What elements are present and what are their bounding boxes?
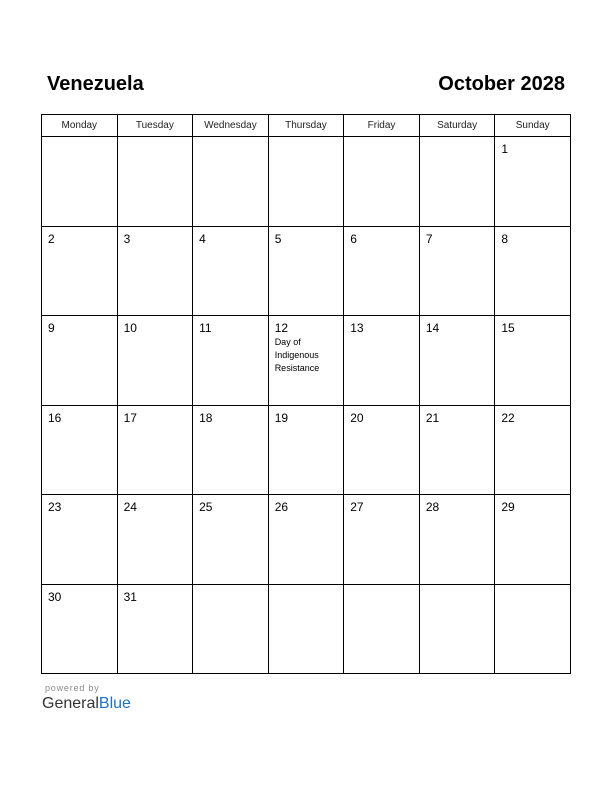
- weekday-sunday: Sunday: [495, 115, 571, 137]
- day-number: 28: [425, 500, 440, 514]
- day-cell: [495, 495, 571, 585]
- day-number: 18: [199, 410, 213, 425]
- day-number: 19: [274, 410, 289, 425]
- day-number: 4: [199, 231, 206, 246]
- day-number: 23: [48, 500, 62, 514]
- day-cell: [419, 316, 495, 406]
- week-row: [42, 137, 571, 227]
- day-cell: [419, 405, 495, 495]
- day-number: 16: [48, 410, 62, 425]
- day-cell: [42, 405, 118, 495]
- day-cell: [193, 226, 269, 316]
- generalblue-logo[interactable]: [42, 694, 131, 714]
- weekday-header-row: [42, 115, 571, 137]
- day-cell: [193, 495, 269, 585]
- day-number: 31: [123, 589, 137, 604]
- day-number: 7: [425, 231, 433, 246]
- weekday-friday: Friday: [344, 115, 420, 137]
- day-number: 9: [48, 321, 55, 335]
- weekday-wednesday: Wednesday: [193, 115, 269, 137]
- day-cell: [193, 405, 269, 495]
- powered-by-label: powered by: [45, 683, 100, 693]
- day-cell: [419, 137, 495, 227]
- calendar-grid: [41, 114, 571, 674]
- day-cell: [495, 226, 571, 316]
- day-number: 10: [123, 321, 137, 335]
- day-cell: [117, 405, 193, 495]
- day-number: 14: [425, 321, 440, 335]
- day-cell: [419, 226, 495, 316]
- day-number: 24: [123, 500, 137, 514]
- day-cell: [117, 226, 193, 316]
- day-number: 12: [274, 321, 289, 335]
- day-cell: [419, 584, 495, 674]
- day-number: 17: [123, 410, 137, 425]
- day-cell: [495, 584, 571, 674]
- brand-general: General: [42, 695, 99, 712]
- day-cell: [268, 584, 344, 674]
- day-cell: [495, 316, 571, 406]
- weekday-tuesday: Tuesday: [117, 115, 193, 137]
- day-cell: [344, 226, 420, 316]
- day-cell: [344, 584, 420, 674]
- day-number: 30: [48, 589, 62, 604]
- day-cell: [344, 405, 420, 495]
- week-row: [42, 226, 571, 316]
- day-cell: [495, 405, 571, 495]
- month-year-title: October 2028: [438, 73, 565, 95]
- day-cell: [268, 137, 344, 227]
- day-cell: [495, 137, 571, 227]
- day-number: 27: [350, 500, 364, 514]
- holiday-label: Day of Indigenous Resistance: [274, 337, 320, 373]
- day-cell: [419, 495, 495, 585]
- day-cell: [344, 137, 420, 227]
- day-number: 6: [350, 231, 357, 246]
- day-cell: [117, 584, 193, 674]
- day-number: 26: [274, 500, 289, 514]
- weekday-saturday: Saturday: [419, 115, 495, 137]
- day-number: 29: [501, 500, 515, 514]
- day-cell: [117, 316, 193, 406]
- weekday-thursday: Thursday: [268, 115, 344, 137]
- day-cell: [344, 316, 420, 406]
- day-number: 20: [350, 410, 364, 425]
- day-cell: [268, 316, 344, 406]
- day-number: 15: [501, 321, 515, 335]
- day-number: 21: [425, 410, 440, 425]
- day-cell: [193, 137, 269, 227]
- brand-blue: Blue: [98, 695, 131, 712]
- day-cell: [117, 137, 193, 227]
- day-number: 8: [501, 231, 509, 246]
- day-number: 25: [199, 500, 213, 514]
- day-cell: [268, 495, 344, 585]
- country-title: Venezuela: [47, 73, 144, 95]
- day-number: 2: [48, 231, 55, 246]
- day-cell: [193, 316, 269, 406]
- day-cell: [268, 405, 344, 495]
- week-row: [42, 495, 571, 585]
- day-cell: [42, 495, 118, 585]
- day-cell: [42, 226, 118, 316]
- day-cell: [42, 316, 118, 406]
- week-row: [42, 584, 571, 674]
- day-number: 5: [274, 231, 282, 246]
- day-cell: [268, 226, 344, 316]
- day-number: 11: [199, 321, 212, 335]
- day-cell: [42, 584, 118, 674]
- day-cell: [42, 137, 118, 227]
- week-row: [42, 405, 571, 495]
- day-cell: [117, 495, 193, 585]
- day-cell: [193, 584, 269, 674]
- day-number: 22: [501, 410, 515, 425]
- week-row: [42, 316, 571, 406]
- day-number: 3: [123, 231, 131, 246]
- day-number: 1: [501, 142, 509, 156]
- weekday-monday: Monday: [42, 115, 118, 137]
- day-number: 13: [350, 321, 364, 335]
- day-cell: [344, 495, 420, 585]
